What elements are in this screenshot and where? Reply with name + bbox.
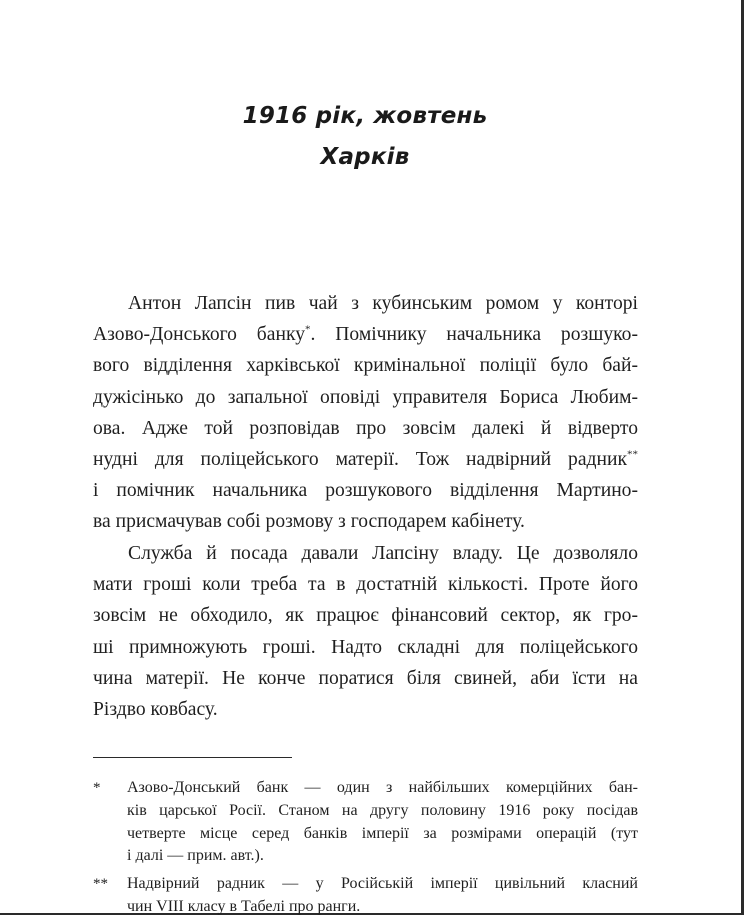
paragraph-line: дужісінько до запальної оповіді управителя Бориса Любим- xyxy=(93,386,638,408)
footnote-1 xyxy=(93,777,638,868)
paragraph-line-rest: . Помічнику начальника розшуко- xyxy=(310,324,638,346)
footnote-line: Азово-Донський банк — один з найбільших комерційних бан- xyxy=(127,779,638,796)
chapter-heading-place: Харків xyxy=(320,144,410,170)
footnote-mark: ** xyxy=(93,876,108,893)
paragraph-line: ші примножують гроші. Надто складні для поліцейського xyxy=(93,636,638,658)
footnote-line: ків царської Росії. Станом на другу половину 1916 року посідав xyxy=(127,801,638,819)
paragraph-line: ва присмачував собі розмову з господарем кабінету. xyxy=(93,511,525,533)
footnote-line: четверте місце серед банків імперії за розмірами операцій (тут xyxy=(127,824,638,842)
paragraph-line: чина матерії. Не конче поратися біля свиней, аби їсти на xyxy=(93,667,638,689)
chapter-heading-date: 1916 рік, жовтень xyxy=(242,103,488,129)
footnote-divider xyxy=(93,757,292,758)
paragraph-line: зовсім не обходило, як працює фінансовий сектор, як гро- xyxy=(93,605,638,627)
paragraph-line: ова. Адже той розповідав про зовсім далекі й відверто xyxy=(93,417,638,439)
paragraph-line: Служба й посада давали Лапсіну владу. Це дозволяло xyxy=(128,543,638,564)
paragraph-2 xyxy=(93,538,638,725)
footnotes xyxy=(93,777,638,919)
footnote-ref-2[interactable]: ** xyxy=(627,448,638,461)
footnote-mark: * xyxy=(93,780,101,796)
paragraph-line xyxy=(93,444,638,475)
footnote-line: чин VIII класу в Табелі про ранги. xyxy=(127,897,361,915)
footnote-line: Надвірний радник — у Російській імперії цивільний класний xyxy=(127,875,638,893)
paragraph-line xyxy=(93,319,638,350)
paragraph-1 xyxy=(93,288,638,538)
footnote-line: і далі — прим. авт.). xyxy=(127,847,264,865)
footnote-ref-1[interactable]: * xyxy=(305,323,311,336)
paragraph-line: мати гроші коли треба та в достатній кількості. Проте його xyxy=(93,574,638,596)
footnote-anchor-text: нудні для поліцейського матерії. Тож надвірний радник xyxy=(93,448,627,470)
paragraph-line: Антон Лапсін пив чай з кубинським ромом у конторі xyxy=(128,293,638,314)
paragraph-line: і помічник начальника розшукового відділення Мартино- xyxy=(93,480,638,502)
footnote-2 xyxy=(93,873,638,919)
footnote-anchor-text: Азово-Донського банку xyxy=(93,324,305,346)
paragraph-line: Різдво ковбасу. xyxy=(93,698,218,720)
paragraph-line: вого відділення харківської кримінальної поліції було бай- xyxy=(93,355,638,377)
